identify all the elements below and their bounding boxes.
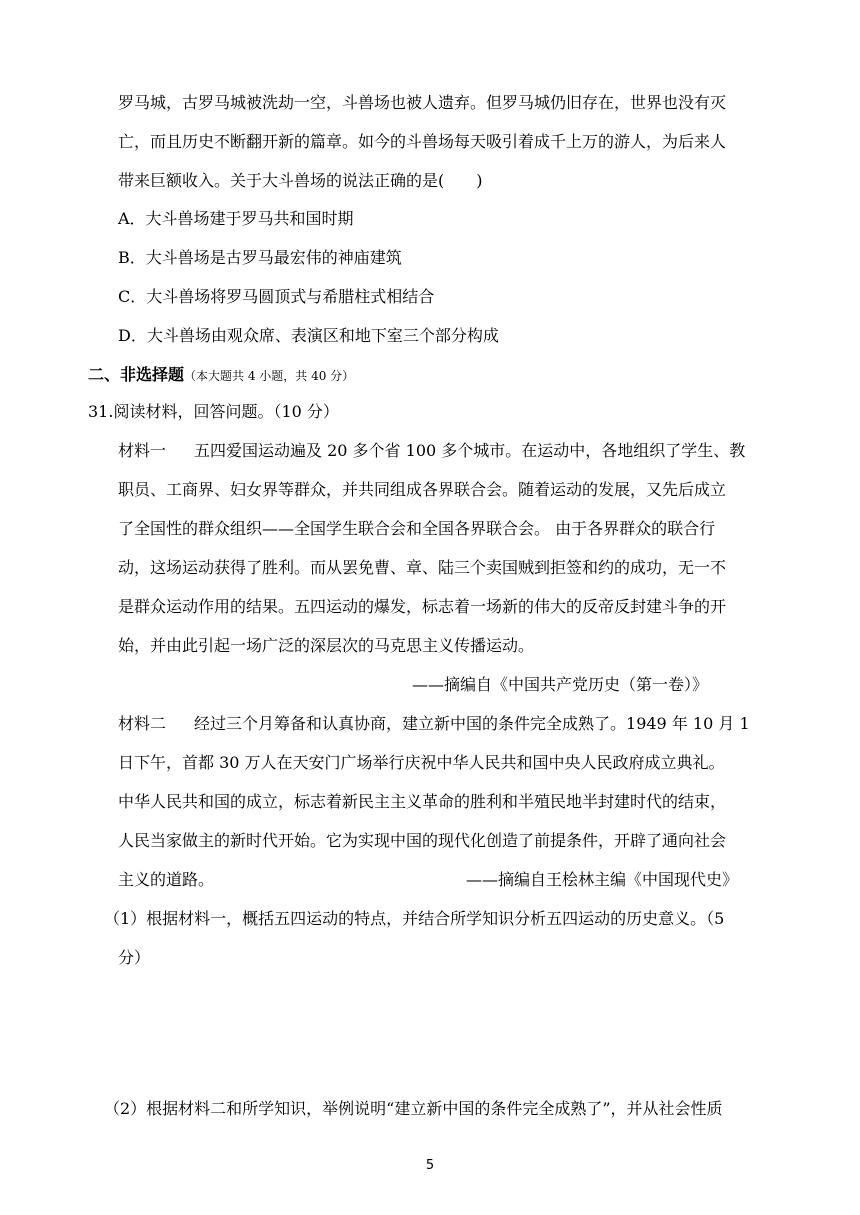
material1-source: ——摘编自《中国共产党历史（第一卷）》 <box>412 675 709 694</box>
q30-option-d: D．大斗兽场由观众席、表演区和地下室三个部分构成 <box>118 326 499 345</box>
sub-question-1-line-1: （1）根据材料一，概括五四运动的特点，并结合所学知识分析五四运动的历史意义。（5 <box>104 909 725 928</box>
material1-label: 材料一 <box>118 441 167 460</box>
material1-first-line <box>118 440 745 462</box>
q31-heading: 31.阅读材料，回答问题。（10 分） <box>88 402 339 421</box>
q30-option-c: C．大斗兽场将罗马圆顶式与希腊柱式相结合 <box>118 287 435 306</box>
material1-line-5: 是群众运动作用的结果。五四运动的爆发，标志着一场新的伟大的反帝反封建斗争的开 <box>118 597 727 616</box>
material2-label: 材料二 <box>118 714 167 733</box>
material2-line-5: 主义的道路。 <box>118 870 215 889</box>
material1-line-1: 五四爱国运动遍及 20 多个省 100 多个城市。在运动中，各地组织了学生、教 <box>194 441 746 460</box>
sub-question-1-line-2: 分） <box>118 948 151 967</box>
answer-space-1[interactable] <box>104 985 764 1085</box>
section-heading <box>88 364 354 387</box>
section-note: （本大题共 4 小题，共 40 分） <box>184 369 355 383</box>
material2-line-2: 日下午，首都 30 万人在天安门广场举行庆祝中华人民共和国中央人民政府成立典礼。 <box>118 753 725 772</box>
section-title: 二、非选择题 <box>88 365 185 384</box>
material1-line-3: 了全国性的群众组织——全国学生联合会和全国各界联合会。 由于各界群众的联合行 <box>118 519 716 538</box>
material2-source: ——摘编自王桧林主编《中国现代史》 <box>466 870 739 889</box>
sub-question-2: （2）根据材料二和所学知识，举例说明“建立新中国的条件完全成熟了”，并从社会性质 <box>104 1099 723 1118</box>
q30-line-3: 带来巨额收入。关于大斗兽场的说法正确的是( ) <box>118 171 483 190</box>
q30-line-1: 罗马城，古罗马城被洗劫一空，斗兽场也被人遗弃。但罗马城仍旧存在，世界也没有灭 <box>118 93 727 112</box>
q30-option-b: B．大斗兽场是古罗马最宏伟的神庙建筑 <box>118 248 402 267</box>
material2-line-3: 中华人民共和国的成立，标志着新民主主义革命的胜利和半殖民地半封建时代的结束， <box>118 792 727 811</box>
material2-line-1: 经过三个月筹备和认真协商，建立新中国的条件完全成熟了。1949 年 10 月 1 <box>194 714 750 733</box>
q30-line-2: 亡，而且历史不断翻开新的篇章。如今的斗兽场每天吸引着成千上万的游人，为后来人 <box>118 132 727 151</box>
material2-first-line <box>118 713 750 735</box>
material1-line-2: 职员、工商界、妇女界等群众，并共同组成各界联合会。随着运动的发展，又先后成立 <box>118 480 727 499</box>
page-number: 5 <box>425 1158 435 1173</box>
q30-option-a: A．大斗兽场建于罗马共和国时期 <box>118 209 354 228</box>
material1-line-4: 动，这场运动获得了胜利。而从罢免曹、章、陆三个卖国贼到拒签和约的成功，无一不 <box>118 558 727 577</box>
material2-line-4: 人民当家做主的新时代开始。它为实现中国的现代化创造了前提条件，开辟了通向社会 <box>118 831 727 850</box>
material1-line-6: 始，并由此引起一场广泛的深层次的马克思主义传播运动。 <box>118 636 535 655</box>
